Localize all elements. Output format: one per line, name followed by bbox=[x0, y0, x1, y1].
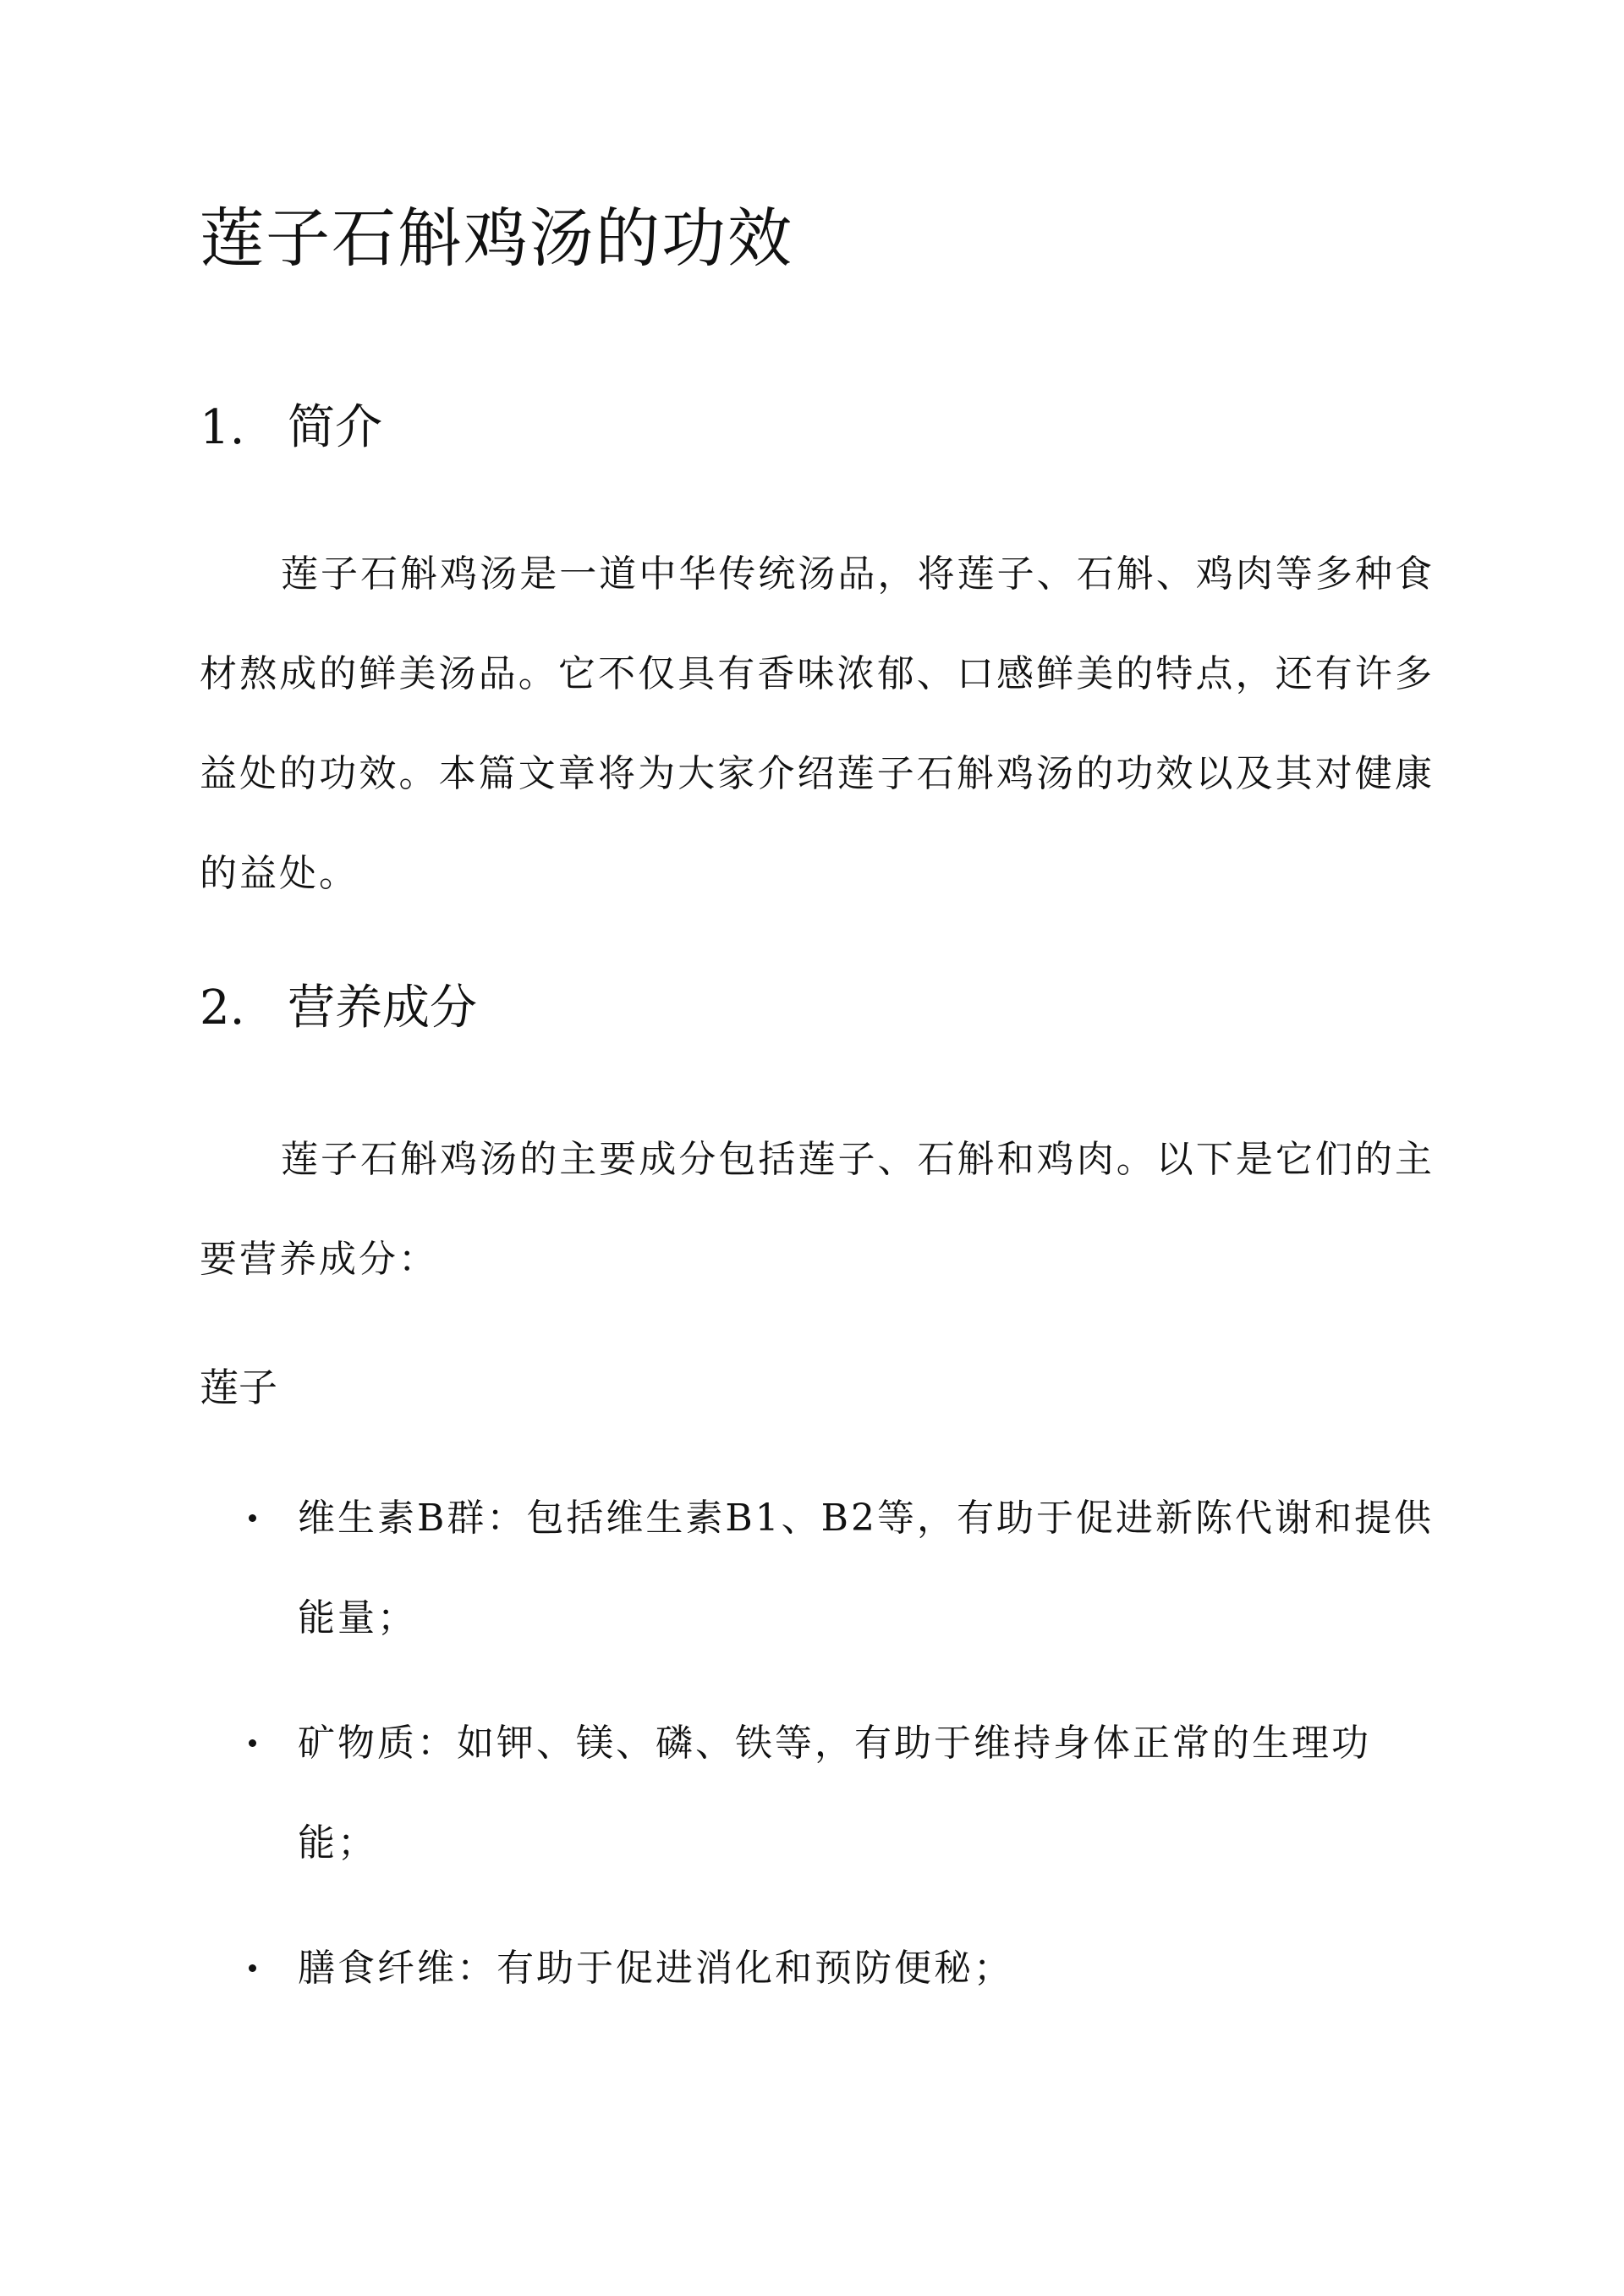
nutrient-list bbox=[200, 1469, 1435, 2044]
section-heading-nutrition bbox=[200, 975, 477, 1042]
list-item bbox=[200, 1469, 1435, 1668]
section-heading-text: 营养成分 bbox=[288, 980, 477, 1035]
section-heading-intro bbox=[200, 394, 382, 462]
bullet-dot-icon bbox=[249, 1964, 256, 1972]
list-item bbox=[200, 1919, 1435, 2019]
intro-paragraph: 莲子石斛鸡汤是一道中华传统汤品，将莲子、石斛、鸡肉等多种食材熬成的鲜美汤品。它不仅具有香味浓郁、口感鲜美的特点，还有许多益处的功效。本篇文章将为大家介绍莲子石斛鸡汤的功效以及其对健康的益处。 bbox=[200, 552, 1435, 895]
nutrition-paragraph: 莲子石斛鸡汤的主要成分包括莲子、石斛和鸡肉。以下是它们的主要营养成分： bbox=[200, 1138, 1435, 1281]
section-heading-text: 简介 bbox=[288, 400, 382, 455]
document-title: 莲子石斛鸡汤的功效 bbox=[200, 200, 793, 276]
bullet-dot-icon bbox=[249, 1514, 256, 1522]
subsection-heading-lotus-seed: 莲子 bbox=[200, 1365, 277, 1410]
list-item bbox=[200, 1694, 1435, 1893]
list-item-text: 维生素B群：包括维生素B1、B2等，有助于促进新陈代谢和提供能量； bbox=[298, 1497, 1434, 1640]
list-item-text: 矿物质：如钾、镁、磷、铁等，有助于维持身体正常的生理功能； bbox=[298, 1722, 1371, 1865]
list-item-text: 膳食纤维：有助于促进消化和预防便秘； bbox=[298, 1947, 1013, 1990]
bullet-dot-icon bbox=[249, 1739, 256, 1747]
section-number: 2. bbox=[200, 980, 245, 1035]
section-number: 1. bbox=[200, 400, 245, 455]
